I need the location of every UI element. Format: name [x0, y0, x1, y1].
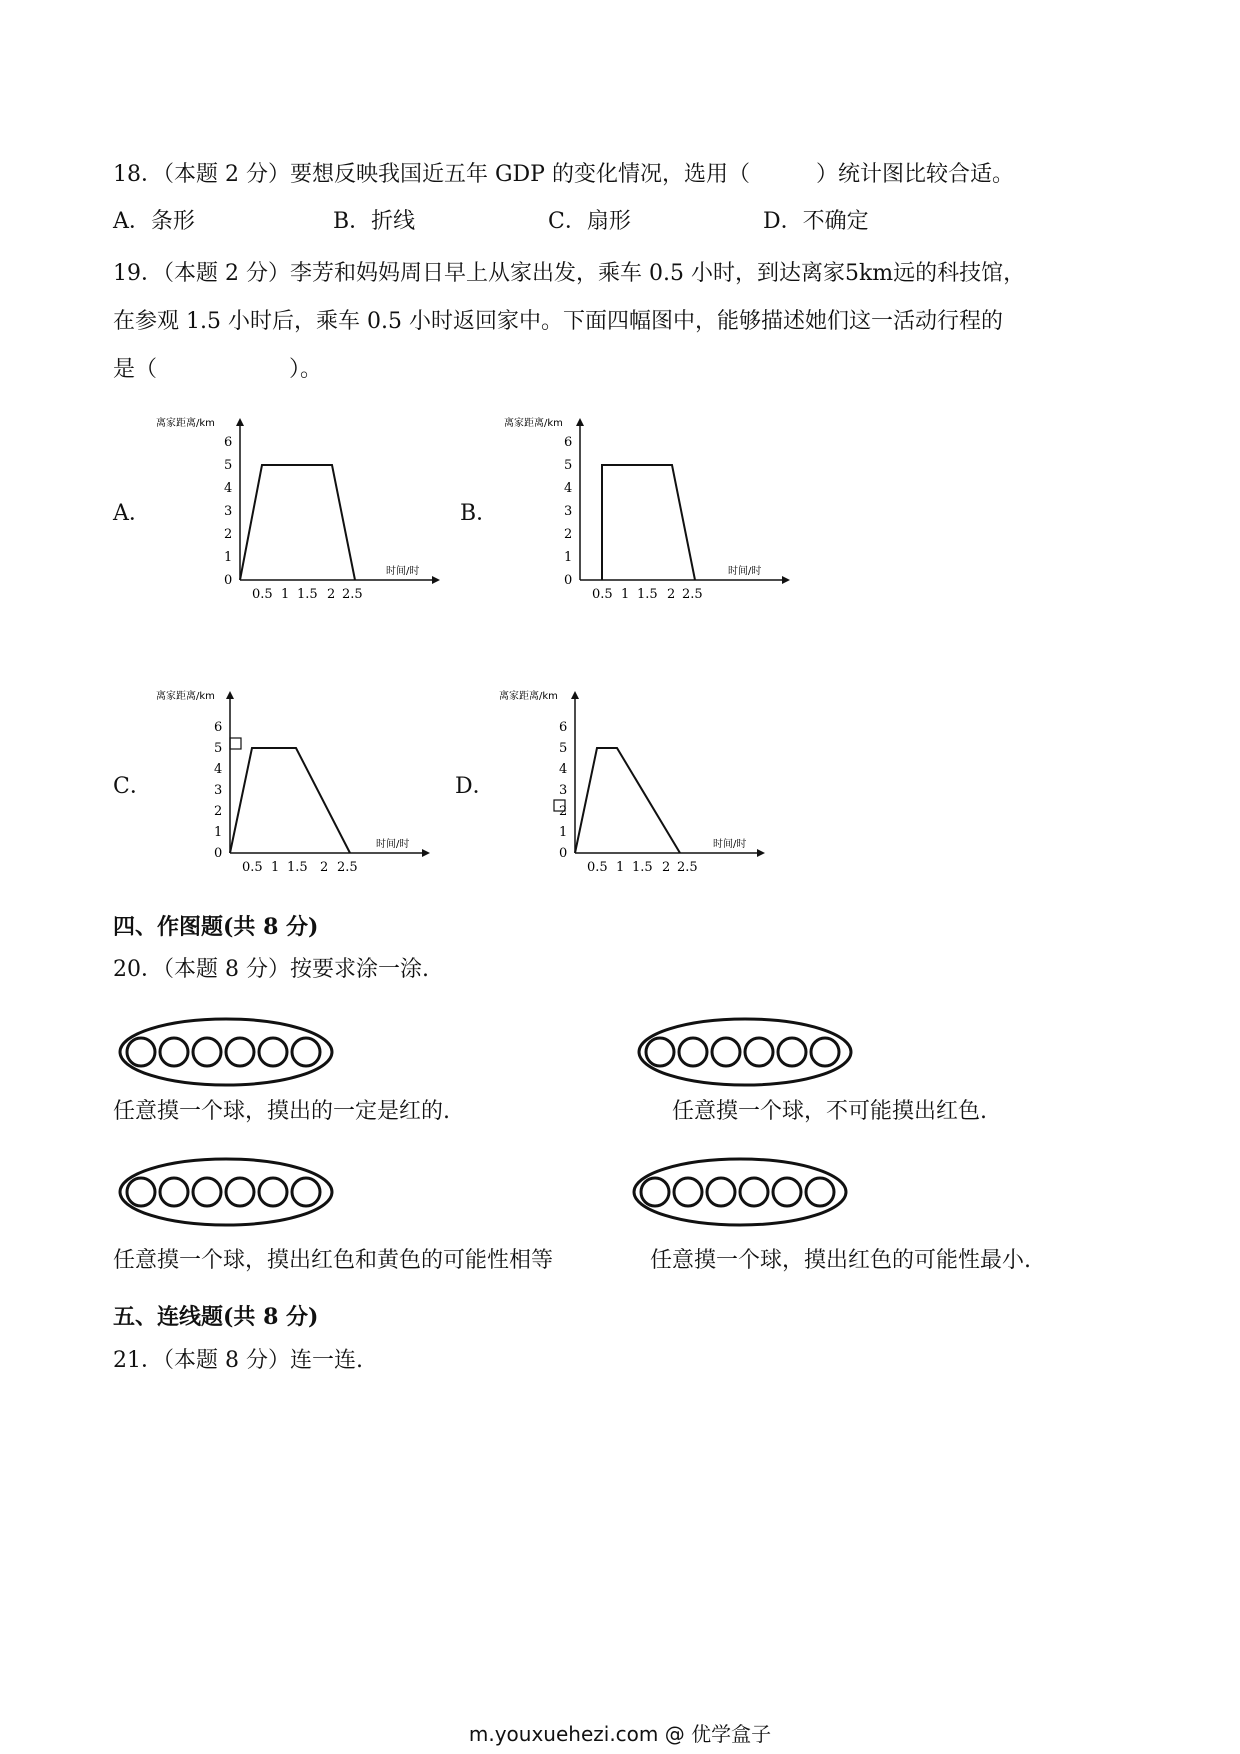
q20-stem: 20．（本题 8 分）按要求涂一涂. [113, 957, 429, 982]
graph-c-ytick: 4 [214, 762, 223, 777]
graph-a-xtick: 2 [327, 587, 336, 602]
q18-option-b: B．折线 [333, 209, 416, 234]
ball [641, 1178, 669, 1206]
graph-a-xtick: 1 [281, 587, 290, 602]
graph-d-ytick: 4 [559, 762, 568, 777]
graph-b-xtick: 1.5 [637, 587, 658, 602]
ball [806, 1178, 834, 1206]
graph-d-xtick: 1 [616, 860, 625, 875]
graph-b-ytick: 3 [564, 504, 573, 519]
graph-d-ytick: 1 [559, 825, 568, 840]
ball [646, 1038, 674, 1066]
graph-d-ytick: 2 [559, 804, 568, 819]
ball [259, 1038, 287, 1066]
ball-bag-3[interactable] [116, 1155, 336, 1234]
graph-c-ytick: 1 [214, 825, 223, 840]
ball [707, 1178, 735, 1206]
graph-a-label: A． [113, 501, 151, 526]
graph-a-xtick: 1.5 [297, 587, 318, 602]
graph-b-xtick: 2.5 [682, 587, 703, 602]
graph-a-ytick: 5 [224, 458, 233, 473]
graph-d-ytick: 5 [559, 741, 568, 756]
graph-c-xtick: 2 [320, 860, 329, 875]
graph-a-line [240, 465, 355, 580]
q18-option-d: D．不确定 [763, 209, 869, 234]
ball [773, 1178, 801, 1206]
ball [160, 1038, 188, 1066]
ball-bag-1[interactable] [116, 1015, 336, 1094]
ball [193, 1038, 221, 1066]
graph-b [500, 412, 800, 612]
ball-bag-2[interactable] [635, 1015, 855, 1094]
graph-a-ytick: 3 [224, 504, 233, 519]
graph-d-xtick: 1.5 [632, 860, 653, 875]
graph-c-line [230, 748, 350, 853]
ball [226, 1038, 254, 1066]
graph-d-xtick: 0.5 [587, 860, 608, 875]
graph-c-ytick: 5 [214, 741, 223, 756]
graph-c-xtick: 0.5 [242, 860, 263, 875]
ball [740, 1178, 768, 1206]
graph-b-xtick: 1 [621, 587, 630, 602]
ball [259, 1178, 287, 1206]
ball-bag-4[interactable] [630, 1155, 850, 1234]
caption-2: 任意摸一个球，不可能摸出红色. [672, 1099, 987, 1124]
ball [226, 1178, 254, 1206]
graph-b-xlabel: 时间/时 [728, 566, 762, 577]
graph-b-ytick: 0 [564, 573, 573, 588]
graph-c-ytick: 2 [214, 804, 223, 819]
graph-c-ytick: 6 [214, 720, 223, 735]
graph-c-label: C． [113, 774, 152, 799]
graph-c-xtick: 1 [271, 860, 280, 875]
caption-3: 任意摸一个球，摸出红色和黄色的可能性相等 [113, 1248, 554, 1273]
graph-a-ytick: 0 [224, 573, 233, 588]
q19-stem-line3: 是（ ）。 [113, 357, 323, 382]
graph-a-xtick: 0.5 [252, 587, 273, 602]
graph-d-xtick: 2.5 [677, 860, 698, 875]
graph-c-ytick: 3 [214, 783, 223, 798]
graph-b-ytick: 2 [564, 527, 573, 542]
graph-c-xtick: 1.5 [287, 860, 308, 875]
graph-b-xtick: 0.5 [592, 587, 613, 602]
graph-c [150, 685, 450, 885]
ball [674, 1178, 702, 1206]
graph-d [495, 685, 795, 885]
q19-stem-line2: 在参观 1.5 小时后，乘车 0.5 小时返回家中。下面四幅图中，能够描述她们这一活动行程的 [113, 309, 1003, 334]
graph-b-line [602, 465, 695, 580]
section5-heading: 五、连线题(共 8 分) [113, 1304, 319, 1330]
graph-b-xtick: 2 [667, 587, 676, 602]
caption-4: 任意摸一个球，摸出红色的可能性最小. [650, 1248, 1031, 1273]
graph-c-xtick: 2.5 [337, 860, 358, 875]
graph-a-ytick: 1 [224, 550, 233, 565]
ball [292, 1038, 320, 1066]
graph-d-xtick: 2 [662, 860, 671, 875]
ball [292, 1178, 320, 1206]
graph-a-ytick: 2 [224, 527, 233, 542]
graph-d-ytick: 6 [559, 720, 568, 735]
q18-option-a: A．条形 [113, 209, 195, 234]
ball [193, 1178, 221, 1206]
graph-b-ytick: 5 [564, 458, 573, 473]
caption-1: 任意摸一个球，摸出的一定是红的. [113, 1099, 450, 1124]
ball [745, 1038, 773, 1066]
graph-c-ytick: 0 [214, 846, 223, 861]
graph-a-xtick: 2.5 [342, 587, 363, 602]
ball [712, 1038, 740, 1066]
footer-watermark: m.youxuehezi.com @ 优学盒子 [468, 1722, 772, 1746]
graph-b-label: B． [460, 501, 499, 526]
graph-a-ytick: 4 [224, 481, 233, 496]
ball [679, 1038, 707, 1066]
graph-c-answer-box [230, 738, 241, 749]
graph-a-ylabel: 离家距离/km [156, 418, 215, 429]
q19-stem-line1: 19．（本题 2 分）李芳和妈妈周日早上从家出发，乘车 0.5 小时，到达离家5km远的科技馆， [113, 261, 1026, 286]
graph-b-ytick: 4 [564, 481, 573, 496]
q18-stem: 18．（本题 2 分）要想反映我国近五年 GDP 的变化情况，选用（ ）统计图比较合适。 [113, 162, 1014, 187]
graph-a-xlabel: 时间/时 [386, 566, 420, 577]
graph-d-ytick: 3 [559, 783, 568, 798]
section4-heading: 四、作图题(共 8 分) [113, 914, 319, 940]
ball [127, 1038, 155, 1066]
graph-c-xlabel: 时间/时 [376, 839, 410, 850]
graph-d-ylabel: 离家距离/km [499, 691, 558, 702]
graph-d-label: D． [455, 774, 495, 799]
ball [127, 1178, 155, 1206]
graph-b-ylabel: 离家距离/km [504, 418, 563, 429]
graph-a-ytick: 6 [224, 435, 233, 450]
ball [160, 1178, 188, 1206]
graph-d-line [575, 748, 680, 853]
ball [778, 1038, 806, 1066]
ball [811, 1038, 839, 1066]
graph-d-ytick: 0 [559, 846, 568, 861]
q21-stem: 21．（本题 8 分）连一连. [113, 1348, 363, 1373]
graph-b-ytick: 1 [564, 550, 573, 565]
q18-option-c: C．扇形 [548, 209, 631, 234]
graph-b-ytick: 6 [564, 435, 573, 450]
graph-a [150, 412, 450, 612]
graph-c-ylabel: 离家距离/km [156, 691, 215, 702]
graph-d-xlabel: 时间/时 [713, 839, 747, 850]
